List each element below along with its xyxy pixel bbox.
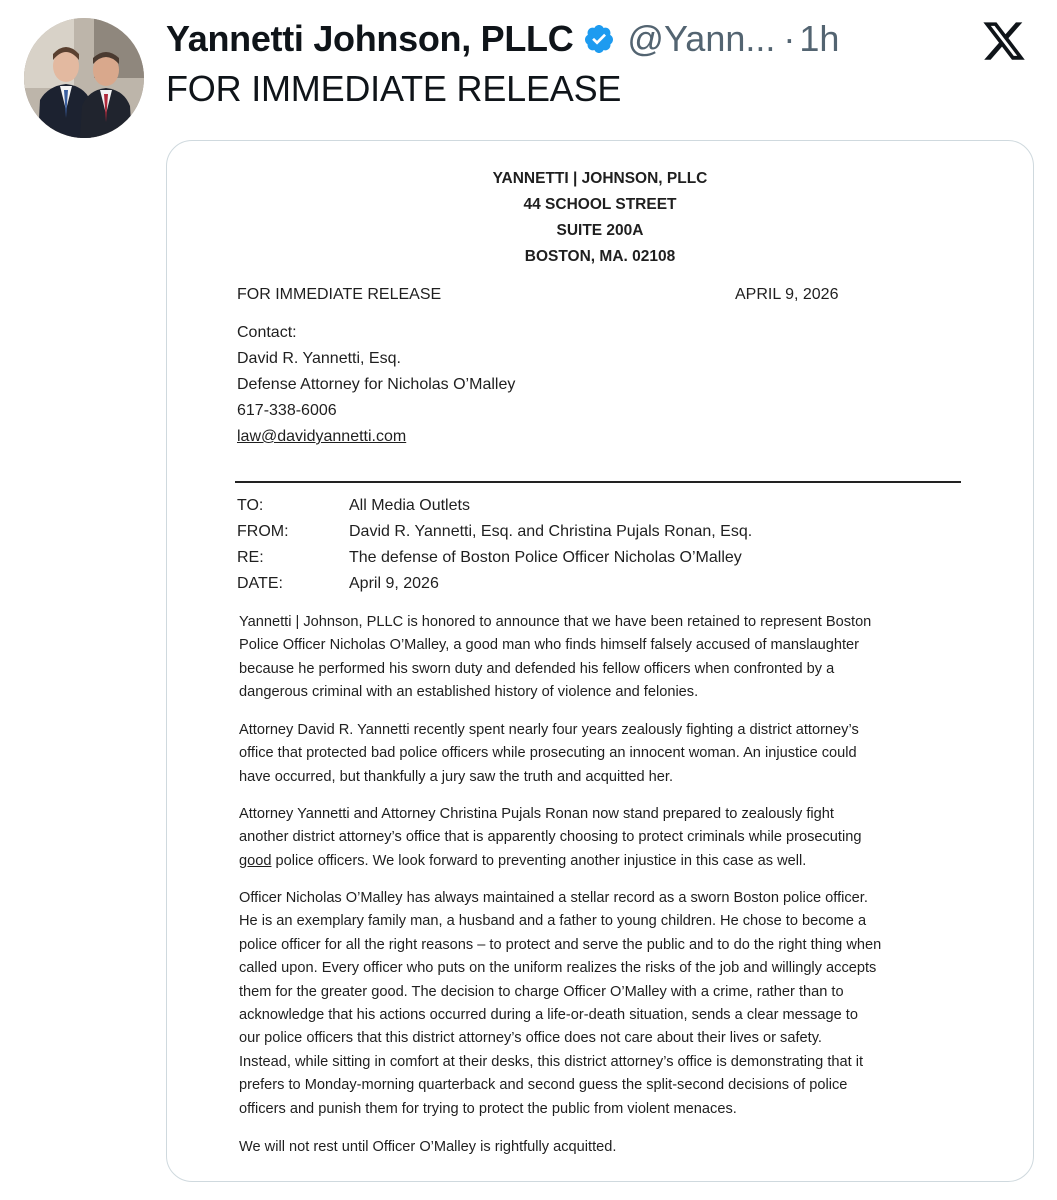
paragraph-line: police officer for all the right reasons – to protect and serve the public and to do the right thing when [239,936,882,953]
paragraph-line [239,850,959,873]
verified-badge-icon [583,23,615,55]
contact-name: David R. Yannetti, Esq. [237,350,401,367]
memo-value-from: David R. Yannetti, Esq. and Christina Pujals Ronan, Esq. [349,523,753,540]
author-avatar[interactable] [24,18,144,138]
paragraph-line: prefers to Monday-morning quarterback and second guess the split-second decisions of police [239,1077,848,1094]
paragraph-line: acknowledge that his actions occurred during a life-or-death situation, sends a clear message to [239,1007,858,1024]
paragraph-line: dangerous criminal with an established history of violence and felonies. [239,684,699,701]
paragraph-line-rest: police officers. We look forward to preventing another injustice in this case as well. [275,852,807,869]
memo-label-to: TO: [237,497,264,514]
paragraph-line: another district attorney’s office that is apparently choosing to protect criminals while prosecuting [239,829,862,846]
paragraph-2 [239,719,959,789]
paragraph-line: Yannetti | Johnson, PLLC is honored to announce that we have been retained to represent Boston [239,614,872,630]
paragraph-line: Instead, while sitting in comfort at their desks, this district attorney’s office is demonstrating that it [239,1053,864,1070]
paragraph-line: Police Officer Nicholas O’Malley, a good man who finds himself falsely accused of manslaughter [239,637,859,654]
paragraph-line: Officer Nicholas O’Malley has always maintained a stellar record as a sworn Boston police officer. [239,890,868,906]
memo-label-re: RE: [237,549,264,566]
paragraph-line: have occurred, but thankfully a jury saw the truth and acquitted her. [239,768,674,785]
author-name[interactable]: Yannetti Johnson, PLLC [166,18,574,59]
contact-phone: 617-338-6006 [237,402,337,419]
memo-value-date: April 9, 2026 [349,575,439,592]
paragraph-line: Attorney David R. Yannetti recently spent nearly four years zealously fighting a district attorney’s [239,722,859,738]
paragraph-line: officers and punish them for trying to protect the public from violent menaces. [239,1100,737,1117]
firm-street: 44 SCHOOL STREET [523,196,677,213]
firm-suite: SUITE 200A [556,222,644,239]
paragraph-line: office that protected bad police officers while prosecuting an innocent woman. An injustice could [239,745,857,762]
paragraph-line: We will not rest until Officer O’Malley is rightfully acquitted. [239,1139,617,1155]
firm-city: BOSTON, MA. 02108 [524,248,676,265]
release-date: APRIL 9, 2026 [735,286,839,303]
contact-role: Defense Attorney for Nicholas O’Malley [237,376,516,393]
paragraph-line: He is an exemplary family man, a husband and a father to young children. He chose to become a [239,913,867,930]
post-time[interactable]: 1h [799,18,840,59]
paragraph-1 [239,611,959,705]
underlined-word: good [239,852,272,869]
paragraph-3 [239,803,959,873]
paragraph-line: called upon. Every officer who puts on the uniform realizes the risks of the job and willingly accepts [239,960,877,977]
paragraph-5 [239,1136,959,1159]
paragraph-line: Attorney Yannetti and Attorney Christina Pujals Ronan now stand prepared to zealously fight [239,806,834,822]
memo-label-from: FROM: [237,523,289,540]
firm-name: YANNETTI | JOHNSON, PLLC [492,170,708,187]
press-release-document [167,141,1033,1181]
tweet-text: FOR IMMEDIATE RELEASE [166,68,622,109]
x-logo-icon[interactable] [980,18,1028,64]
divider [235,481,961,483]
author-handle[interactable]: @Yann... [627,18,776,59]
memo-value-re: The defense of Boston Police Officer Nicholas O’Malley [349,549,742,566]
paragraph-4 [239,887,959,1121]
paragraph-line: them for the greater good. The decision to charge Officer O’Malley with a crime, rather than to [239,983,844,1000]
attached-image[interactable] [166,140,1034,1182]
tweet-header [166,14,839,64]
paragraph-line: because he performed his sworn duty and defended his fellow officers when confronted by a [239,660,835,677]
paragraph-line: our police officers that this district attorney’s office does not care about their lives or safety. [239,1030,822,1047]
memo-value-to: All Media Outlets [349,497,470,514]
memo-label-date: DATE: [237,575,283,592]
contact-label: Contact: [237,324,297,341]
release-label: FOR IMMEDIATE RELEASE [237,286,442,303]
contact-email: law@davidyannetti.com [237,428,407,445]
separator-dot: · [783,18,796,59]
